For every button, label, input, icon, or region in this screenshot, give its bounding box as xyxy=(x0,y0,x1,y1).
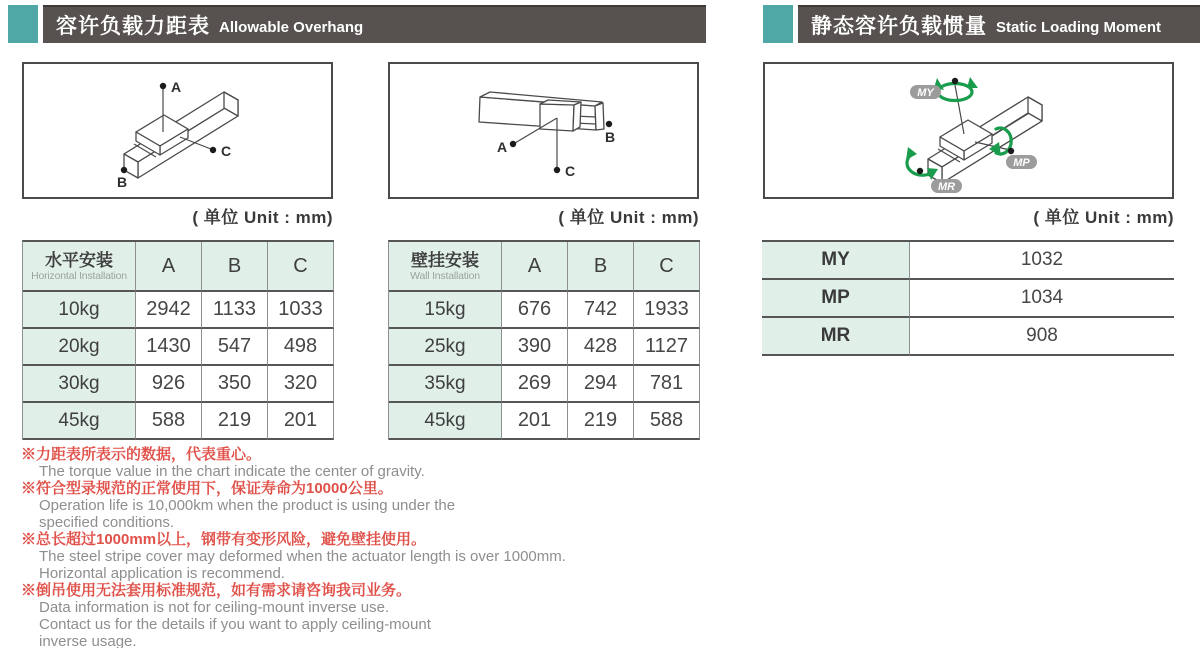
mr-axis-dot xyxy=(917,168,923,174)
value-cell: 742 xyxy=(568,292,634,329)
column-header-c: C xyxy=(268,242,334,292)
value-cell: 294 xyxy=(568,366,634,403)
value-cell: 1133 xyxy=(202,292,268,329)
point-c-label: C xyxy=(221,143,232,159)
load-cell: 25kg xyxy=(389,329,502,366)
mp-axis-dot xyxy=(1008,148,1014,154)
my-axis-dot xyxy=(952,78,958,84)
moment-label-cell: MP xyxy=(762,280,910,318)
column-header-a: A xyxy=(502,242,568,292)
diagram-wall-installation xyxy=(388,62,699,199)
unit-label: ( 单位 Unit : mm) xyxy=(558,208,699,227)
section-title-zh: 容许负载力距表 xyxy=(56,15,210,38)
point-a-label: A xyxy=(171,79,182,95)
value-cell: 588 xyxy=(634,403,700,440)
unit-label: ( 单位 Unit : mm) xyxy=(192,208,333,227)
value-cell: 269 xyxy=(502,366,568,403)
teal-accent-block xyxy=(8,5,38,43)
note-line-en: Horizontal application is recommend. xyxy=(39,565,285,582)
section-title-en: Static Loading Moment xyxy=(996,18,1161,36)
point-c-dot xyxy=(210,147,216,153)
note-line-en: Contact us for the details if you want to apply ceiling-mount xyxy=(39,616,431,633)
value-cell: 428 xyxy=(568,329,634,366)
value-cell: 1033 xyxy=(268,292,334,329)
table-horizontal-installation xyxy=(22,240,334,440)
value-cell: 2942 xyxy=(136,292,202,329)
actuator-isometric-drawing xyxy=(24,64,331,197)
note-line-zh: ※倒吊使用无法套用标准规范，如有需求请咨询我司业务。 xyxy=(21,582,412,599)
point-a-dot xyxy=(160,83,166,89)
table-title-en: Horizontal Installation xyxy=(31,269,127,282)
moment-value-cell: 1032 xyxy=(910,242,1174,280)
header-bar xyxy=(798,5,1200,43)
point-b-dot xyxy=(606,121,612,127)
section-header-moment xyxy=(763,5,1200,43)
table-title-en: Wall Installation xyxy=(410,269,480,282)
note-line-zh: ※符合型录规范的正常使用下，保证寿命为10000公里。 xyxy=(21,480,393,497)
actuator-side-drawing xyxy=(390,64,697,197)
diagram-static-loading-moment xyxy=(763,62,1174,199)
column-header-b: B xyxy=(568,242,634,292)
note-line-en: The steel stripe cover may deformed when the actuator length is over 1000mm. xyxy=(39,548,566,565)
moment-label-cell: MR xyxy=(762,318,910,356)
table-title-cell xyxy=(23,242,136,292)
header-bar xyxy=(43,5,706,43)
section-title-en: Allowable Overhang xyxy=(219,18,364,36)
rotation-arrow-mr-head xyxy=(906,147,917,160)
value-cell: 219 xyxy=(202,403,268,440)
note-line-en: inverse usage. xyxy=(39,633,137,648)
table-title-cell xyxy=(389,242,502,292)
point-c-dot xyxy=(554,167,560,173)
column-header-a: A xyxy=(136,242,202,292)
footnotes xyxy=(21,446,661,648)
point-b-label: B xyxy=(117,174,128,190)
point-b-label: B xyxy=(605,129,616,145)
value-cell: 926 xyxy=(136,366,202,403)
value-cell: 676 xyxy=(502,292,568,329)
column-header-b: B xyxy=(202,242,268,292)
value-cell: 588 xyxy=(136,403,202,440)
point-a-label: A xyxy=(497,139,508,155)
moment-value-cell: 1034 xyxy=(910,280,1174,318)
note-line-en: The torque value in the chart indicate the center of gravity. xyxy=(39,463,425,480)
section-title-zh: 静态容许负载惯量 xyxy=(811,15,987,38)
value-cell: 320 xyxy=(268,366,334,403)
note-line-en: Data information is not for ceiling-mount inverse use. xyxy=(39,599,390,616)
point-a-dot xyxy=(510,141,516,147)
rotation-arrow-my-head xyxy=(967,77,978,88)
my-badge-label: MY xyxy=(917,87,934,99)
actuator-moment-drawing xyxy=(765,64,1172,197)
note-line-en: specified conditions. xyxy=(39,514,175,531)
value-cell: 498 xyxy=(268,329,334,366)
moment-label-cell: MY xyxy=(762,242,910,280)
moment-value-cell: 908 xyxy=(910,318,1174,356)
value-cell: 1430 xyxy=(136,329,202,366)
diagram-horizontal-installation xyxy=(22,62,333,199)
mp-badge-label: MP xyxy=(1013,157,1030,169)
load-cell: 20kg xyxy=(23,329,136,366)
load-cell: 45kg xyxy=(23,403,136,440)
note-line-zh: ※总长超过1000mm以上，钢带有变形风险，避免壁挂使用。 xyxy=(21,531,427,548)
table-wall-installation xyxy=(388,240,700,440)
column-header-c: C xyxy=(634,242,700,292)
teal-accent-block xyxy=(763,5,793,43)
value-cell: 350 xyxy=(202,366,268,403)
value-cell: 390 xyxy=(502,329,568,366)
unit-label: ( 单位 Unit : mm) xyxy=(1033,208,1174,227)
section-header-overhang xyxy=(8,5,706,43)
note-line-en: Operation life is 10,000km when the product is using under the xyxy=(39,497,456,514)
table-static-loading-moment xyxy=(762,240,1174,356)
value-cell: 781 xyxy=(634,366,700,403)
note-line-zh: ※力距表所表示的数据，代表重心。 xyxy=(21,446,262,463)
load-cell: 30kg xyxy=(23,366,136,403)
value-cell: 1127 xyxy=(634,329,700,366)
load-cell: 35kg xyxy=(389,366,502,403)
mr-badge-label: MR xyxy=(937,181,956,193)
table-title-zh: 水平安装 xyxy=(45,250,113,270)
table-title-zh: 壁挂安装 xyxy=(411,250,479,270)
value-cell: 1933 xyxy=(634,292,700,329)
point-b-dot xyxy=(121,167,127,173)
value-cell: 201 xyxy=(268,403,334,440)
load-cell: 45kg xyxy=(389,403,502,440)
load-cell: 15kg xyxy=(389,292,502,329)
load-cell: 10kg xyxy=(23,292,136,329)
value-cell: 547 xyxy=(202,329,268,366)
point-c-label: C xyxy=(565,163,576,179)
value-cell: 201 xyxy=(502,403,568,440)
value-cell: 219 xyxy=(568,403,634,440)
